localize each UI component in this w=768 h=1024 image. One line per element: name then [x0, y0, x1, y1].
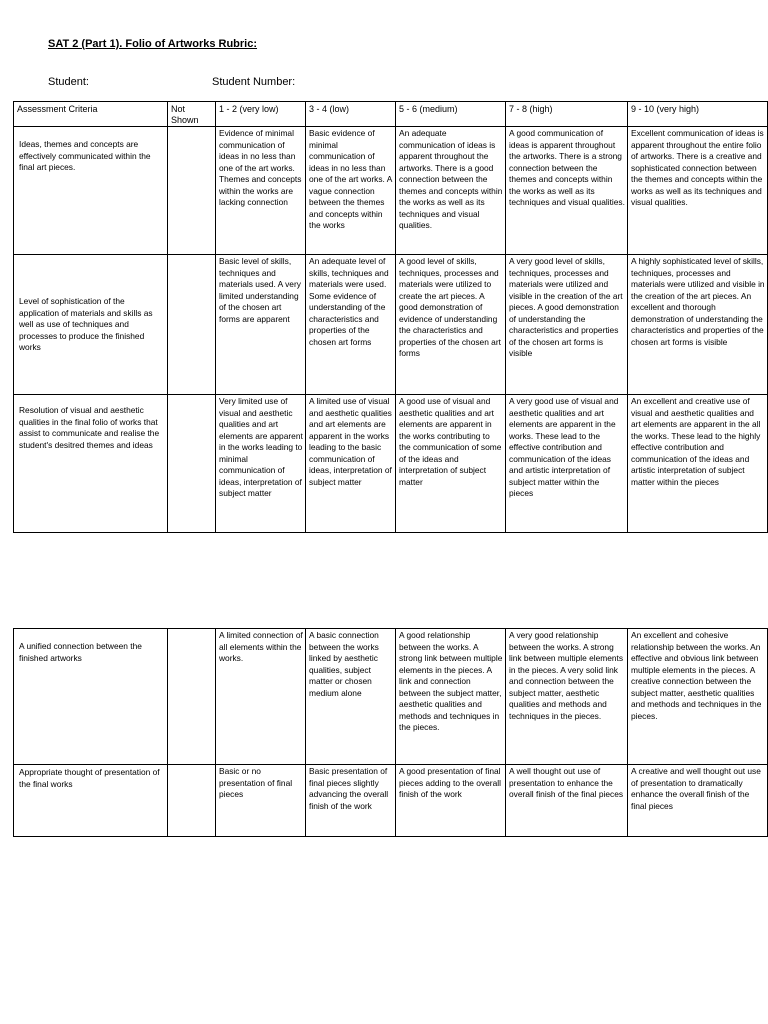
not-shown-cell [168, 127, 216, 255]
rubric-cell: Basic level of skills, techniques and materials used. A very limited understanding of the chosen art forms are apparent [216, 255, 306, 395]
criteria-cell: Appropriate thought of presentation of the final works [14, 765, 168, 837]
rubric-cell: Very limited use of visual and aesthetic qualities and art elements are apparent in the works leading to minimal communication of ideas, interpretation of subject matter [216, 395, 306, 533]
rubric-cell: Basic evidence of minimal communication of ideas in no less than one of the art works. A vague connection between the themes and concepts within the works [306, 127, 396, 255]
table-row [14, 127, 768, 255]
table-row [14, 395, 768, 533]
header-very-low: 1 - 2 (very low) [216, 102, 306, 127]
not-shown-cell [168, 765, 216, 837]
rubric-cell: A limited connection of all elements within the works. [216, 629, 306, 765]
criteria-cell: Ideas, themes and concepts are effectively communicated within the final art pieces. [14, 127, 168, 255]
not-shown-cell [168, 255, 216, 395]
not-shown-cell [168, 629, 216, 765]
table-header-row [14, 102, 768, 127]
header-low: 3 - 4 (low) [306, 102, 396, 127]
rubric-cell: Basic or no presentation of final pieces [216, 765, 306, 837]
rubric-cell: An adequate level of skills, techniques and materials were used. Some evidence of understanding of the characteristics and properties of the chosen art forms [306, 255, 396, 395]
rubric-cell: A good level of skills, techniques, processes and materials were utilized to create the art pieces. A good demonstration of evidence of understanding the characteristics and properties of the chosen art forms [396, 255, 506, 395]
rubric-cell: A limited use of visual and aesthetic qualities and art elements are apparent in the works leading to the basic communication of ideas, interpretation of subject matter [306, 395, 396, 533]
rubric-cell: A good presentation of final pieces adding to the overall finish of the work [396, 765, 506, 837]
rubric-cell: A well thought out use of presentation to enhance the overall finish of the final pieces [506, 765, 628, 837]
rubric-cell: A basic connection between the works linked by aesthetic qualities, subject matter or chosen medium alone [306, 629, 396, 765]
header-high: 7 - 8 (high) [506, 102, 628, 127]
rubric-cell: A good communication of ideas is apparent throughout the artworks. There is a strong connection between the themes and concepts within the works as well as its techniques and visual qualities. [506, 127, 628, 255]
rubric-cell: A highly sophisticated level of skills, techniques, processes and materials were utilized and visible in the creation of the art pieces. An excellent and thorough demonstration of understanding the characteristics and properties of the chosen art forms is visible [628, 255, 768, 395]
rubric-cell: Excellent communication of ideas is apparent throughout the entire folio of artworks. There is a creative and sophisticated connection between the themes and concepts within the works as well as its techniques and visual qualities. [628, 127, 768, 255]
rubric-cell: An excellent and cohesive relationship between the works. An effective and obvious link between multiple elements in the pieces. A creative connection between the subject matter, aesthetic qualities and methods and techniques in the pieces. [628, 629, 768, 765]
rubric-cell: A good use of visual and aesthetic qualities and art elements are apparent in the works contributing to the communication of some of the ideas and interpretation of subject matter [396, 395, 506, 533]
rubric-table [13, 101, 768, 533]
rubric-cell: A very good level of skills, techniques, processes and materials were utilized and visible in the creation of the art pieces. A good demonstration of understanding the characteristics and properties of the chosen art forms is visible [506, 255, 628, 395]
not-shown-cell [168, 395, 216, 533]
table-row [14, 629, 768, 765]
rubric-cell: Basic presentation of final pieces slightly advancing the overall finish of the work [306, 765, 396, 837]
criteria-cell: A unified connection between the finished artworks [14, 629, 168, 765]
rubric-table-continued [13, 628, 768, 837]
rubric-cell: A very good relationship between the works. A strong link between multiple elements in the pieces. A very solid link and connection between the subject matter, aesthetic qualities and methods and techniques in the pieces. [506, 629, 628, 765]
document-title: SAT 2 (Part 1). Folio of Artworks Rubric: [48, 38, 258, 50]
rubric-cell: A good relationship between the works. A strong link between multiple elements in the pieces. A link and connection between the subject matter, aesthetic qualities and methods and techniques in the pieces. [396, 629, 506, 765]
table-row [14, 765, 768, 837]
header-very-high: 9 - 10 (very high) [628, 102, 768, 127]
header-not-shown: Not Shown [168, 102, 216, 127]
student-label: Student: [48, 76, 89, 88]
student-number-label: Student Number: [212, 76, 296, 88]
criteria-cell: Level of sophistication of the application of materials and skills as well as use of techniques and processes to produce the finished works [14, 255, 168, 395]
header-medium: 5 - 6 (medium) [396, 102, 506, 127]
criteria-cell: Resolution of visual and aesthetic qualities in the final folio of works that assist to communicate and realise the student's desitred themes and ideas [14, 395, 168, 533]
rubric-cell: An excellent and creative use of visual and aesthetic qualities and art elements are apparent in the all the works. These lead to the highly effective contribution and communication of the ideas and artistic interpretation of subject matter within the pieces [628, 395, 768, 533]
rubric-cell: Evidence of minimal communication of ideas in no less than one of the art works. Themes and concepts within the works are lacking connection [216, 127, 306, 255]
rubric-cell: A very good use of visual and aesthetic qualities and art elements are apparent in the works. These lead to the effective contribution and communication of the ideas and artistic interpretation of subject matter within the pieces [506, 395, 628, 533]
header-assessment-criteria: Assessment Criteria [14, 102, 168, 127]
rubric-cell: An adequate communication of ideas is apparent throughout the artworks. There is a good connection between the themes and concepts within the works as well as its techniques and visual qualities. [396, 127, 506, 255]
table-row [14, 255, 768, 395]
rubric-cell: A creative and well thought out use of presentation to dramatically enhance the overall finish of the final pieces [628, 765, 768, 837]
